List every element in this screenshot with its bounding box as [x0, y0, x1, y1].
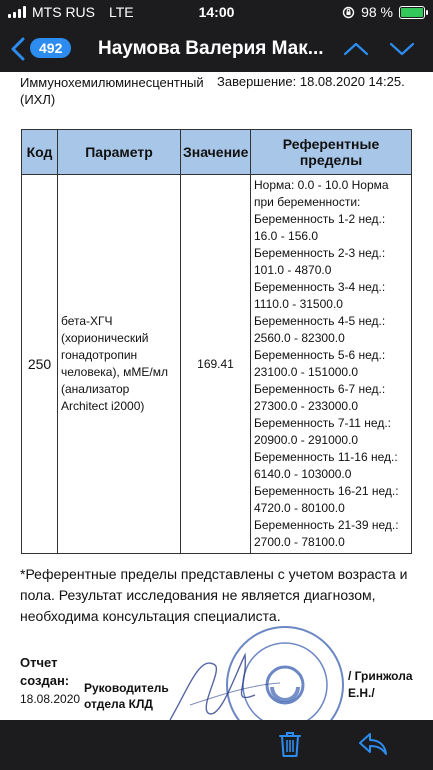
row-reference — [251, 175, 412, 554]
status-time: 14:00 — [198, 4, 235, 20]
header-value: Значение — [181, 130, 251, 175]
header-reference: Референтные пределы — [251, 130, 412, 175]
battery-percent: 98 % — [361, 4, 393, 20]
disclaimer-note: *Референтные пределы представлены с учетом возраста и пола. Результат исследования не является диагнозом, необходима консультация специалиста. — [20, 566, 408, 624]
reference-line: Беременность 4-5 нед.: 2560.0 - 82300.0 — [254, 314, 386, 345]
table-header-row — [22, 130, 412, 175]
chevron-up-icon[interactable] — [342, 38, 370, 60]
header-code: Код — [22, 130, 58, 175]
completion-time: Завершение: 18.08.2020 14:25. — [217, 74, 405, 89]
bottom-toolbar — [0, 720, 433, 770]
carrier-name: MTS RUS — [32, 4, 95, 20]
status-right — [342, 4, 425, 20]
table-row — [22, 175, 412, 554]
reference-line: Беременность 1-2 нед.: 16.0 - 156.0 — [254, 212, 386, 243]
signer-name: / Гринжола Е.Н./ — [348, 669, 413, 700]
message-title: Наумова Валерия Мак... — [98, 38, 324, 59]
reference-line: Беременность 16-21 нед.: 4720.0 - 80100.0 — [254, 484, 399, 515]
row-parameter: бета-ХГЧ (хорионический гонадотропин человека), мМЕ/мл (анализатор Architect i2000) — [58, 175, 181, 554]
battery-icon — [399, 6, 425, 19]
message-body[interactable] — [0, 72, 433, 720]
unread-count-badge[interactable]: 492 — [30, 38, 71, 58]
results-table — [21, 129, 412, 554]
signer-position: Руководитель отдела КЛД — [84, 681, 169, 711]
report-created — [20, 654, 81, 708]
row-code: 250 — [22, 175, 58, 554]
reference-line: Беременность 21-39 нед.: 2700.0 - 78100.0 — [254, 518, 399, 549]
chevron-left-icon[interactable] — [9, 37, 27, 61]
trash-icon[interactable] — [278, 730, 302, 758]
reference-line: Норма: 0.0 - 10.0 Норма при беременности: — [254, 178, 389, 209]
seal-stamp — [160, 625, 345, 720]
reference-line: Беременность 7-11 нед.: 20900.0 - 291000.0 — [254, 416, 391, 447]
reference-line: Беременность 11-16 нед.: 6140.0 - 103000.0 — [254, 450, 398, 481]
reply-icon[interactable] — [358, 731, 388, 757]
test-method: Иммунохемилюминесцентный (ИХЛ) — [20, 75, 204, 107]
reference-line: Беременность 5-6 нед.: 23100.0 - 151000.0 — [254, 348, 386, 379]
reference-line: Беременность 3-4 нед.: 1110.0 - 31500.0 — [254, 280, 386, 311]
reference-line: Беременность 2-3 нед.: 101.0 - 4870.0 — [254, 246, 386, 277]
nav-bar — [0, 26, 433, 72]
created-date: 18.08.2020 — [20, 692, 81, 706]
row-value: 169.41 — [181, 175, 251, 554]
chevron-down-icon[interactable] — [388, 38, 416, 60]
network-type: LTE — [109, 4, 134, 20]
rotation-lock-icon — [342, 6, 355, 19]
reference-line: Беременность 6-7 нед.: 27300.0 - 233000.0 — [254, 382, 386, 413]
created-label: Отчет создан: — [20, 655, 70, 688]
status-bar — [0, 0, 433, 26]
header-parameter: Параметр — [58, 130, 181, 175]
